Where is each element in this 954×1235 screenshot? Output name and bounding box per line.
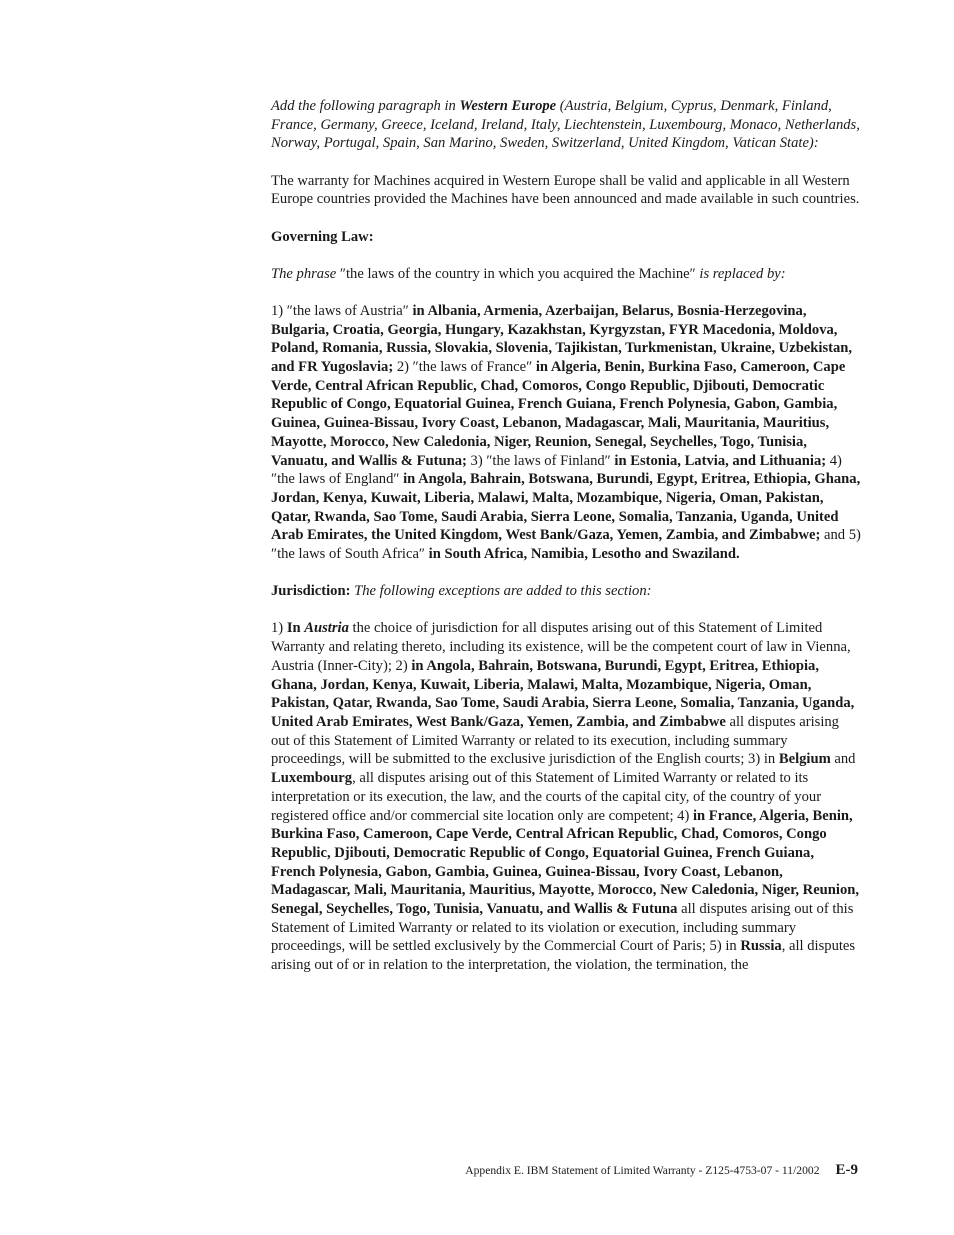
warranty-paragraph: The warranty for Machines acquired in Western Europe shall be valid and applicable in all Western Europe countries provided the Machines have been announced and made available in such countries.	[271, 172, 860, 208]
footer-title: Appendix E. IBM Statement of Limited Warranty - Z125-4753-07 - 11/2002	[465, 1164, 820, 1177]
replaced-phrase: ″the laws of the country in which you acquired the Machine″	[339, 265, 696, 282]
intro-region: Western Europe	[459, 98, 557, 114]
governing-law-list: 1) ″the laws of Austria″ in Albania, Armenia, Azerbaijan, Belarus, Bosnia-Herzegovina, Bulgaria, Croatia, Georgia, Hungary, Kazakhstan, Kyrgyzstan, FYR Macedonia, Moldova, Poland, Romania, Russia, Slovakia, Slovenia, Tajikistan, Turkmenistan, Ukraine, Uzbekistan, and FR Yugoslavia; 2) ″the laws of France″ in Algeria, Benin, Burkina Faso, Cameroon, Cape Verde, Central African Republic, Chad, Comoros, Congo Republic, Djibouti, Democratic Republic of Congo, Equatorial Guinea, French Guiana, French Polynesia, Gabon, Gambia, Guinea, Guinea-Bissau, Ivory Coast, Lebanon, Madagascar, Mali, Mauritania, Mauritius, Mayotte, Morocco, New Caledonia, Niger, Reunion, Senegal, Seychelles, Togo, Tunisia, Vanuatu, and Wallis & Futuna; 3) ″the laws of Finland″ in Estonia, Latvia, and Lithuania; 4) ″the laws of England″ in Angola, Bahrain, Botswana, Burundi, Egypt, Eritrea, Ethiopia, Ghana, Jordan, Kenya, Kuwait, Liberia, Malawi, Malta, Mozambique, Nigeria, Oman, Pakistan, Qatar, Rwanda, Sao Tome, Saudi Arabia, Sierra Leone, Somalia, Tanzania, Uganda, United Arab Emirates, the United Kingdom, West Bank/Gaza, Yemen, Zambia, and Zimbabwe; and 5) ″the laws of South Africa″ in South Africa, Namibia, Lesotho and Swaziland.	[271, 302, 861, 563]
phrase-replacement: The phrase ″the laws of the country in which you acquired the Machine″ is replaced by:	[271, 265, 786, 282]
intro-text-start: Add the following paragraph in	[271, 98, 460, 114]
jurisdiction-list: 1) In Austria the choice of jurisdiction for all disputes arising out of this Statement of Limited Warranty and relating thereto, including its existence, will be the competent court of law in Vienna, Austria (Inner-City); 2) in Angola, Bahrain, Botswana, Burundi, Egypt, Eritrea, Ethiopia, Ghana, Jordan, Kenya, Kuwait, Liberia, Malawi, Malta, Mozambique, Nigeria, Oman, Pakistan, Qatar, Rwanda, Sao Tome, Saudi Arabia, Sierra Leone, Somalia, Tanzania, Uganda, United Arab Emirates, West Bank/Gaza, Yemen, Zambia, and Zimbabwe all disputes arising out of this Statement of Limited Warranty or related to its execution, including summary proceedings, will be submitted to the exclusive jurisdiction of the English courts; 3) in Belgium and Luxembourg, all disputes arising out of this Statement of Limited Warranty or related to its interpretation or its execution, the law, and the courts of the capital city, of the country of your registered office and/or commercial site location only are competent; 4) in France, Algeria, Benin, Burkina Faso, Cameroon, Cape Verde, Central African Republic, Chad, Comoros, Congo Republic, Djibouti, Democratic Republic of Congo, Equatorial Guinea, French Guiana, French Polynesia, Gabon, Gambia, Guinea, Guinea-Bissau, Ivory Coast, Lebanon, Madagascar, Mali, Mauritania, Mauritius, Mayotte, Morocco, New Caledonia, Niger, Reunion, Senegal, Seychelles, Togo, Tunisia, Vanuatu, and Wallis & Futuna all disputes arising out of this Statement of Limited Warranty or related to its violation or execution, including summary proceedings, will be settled exclusively by the Commercial Court of Paris; 5) in Russia, all disputes arising out of or in relation to the interpretation, the violation, the termination, the	[271, 620, 860, 974]
governing-law-heading: Governing Law:	[271, 228, 374, 245]
intro-text-end: (Austria, Belgium, Cyprus, Denmark, Finland, France, Germany, Greece, Iceland, Ireland, Italy, Liechtenstein, Luxembourg, Monaco, Netherlands, Norway, Portugal, Spain, San Marino, Sweden, Switzerland, United Kingdom, Vatican State):	[271, 98, 860, 152]
jurisdiction-heading: Jurisdiction: The following exceptions are added to this section:	[271, 583, 652, 600]
page-number: E-9	[835, 1162, 858, 1178]
document-body	[271, 97, 861, 993]
intro-paragraph	[271, 97, 861, 153]
page-footer	[271, 1160, 858, 1181]
